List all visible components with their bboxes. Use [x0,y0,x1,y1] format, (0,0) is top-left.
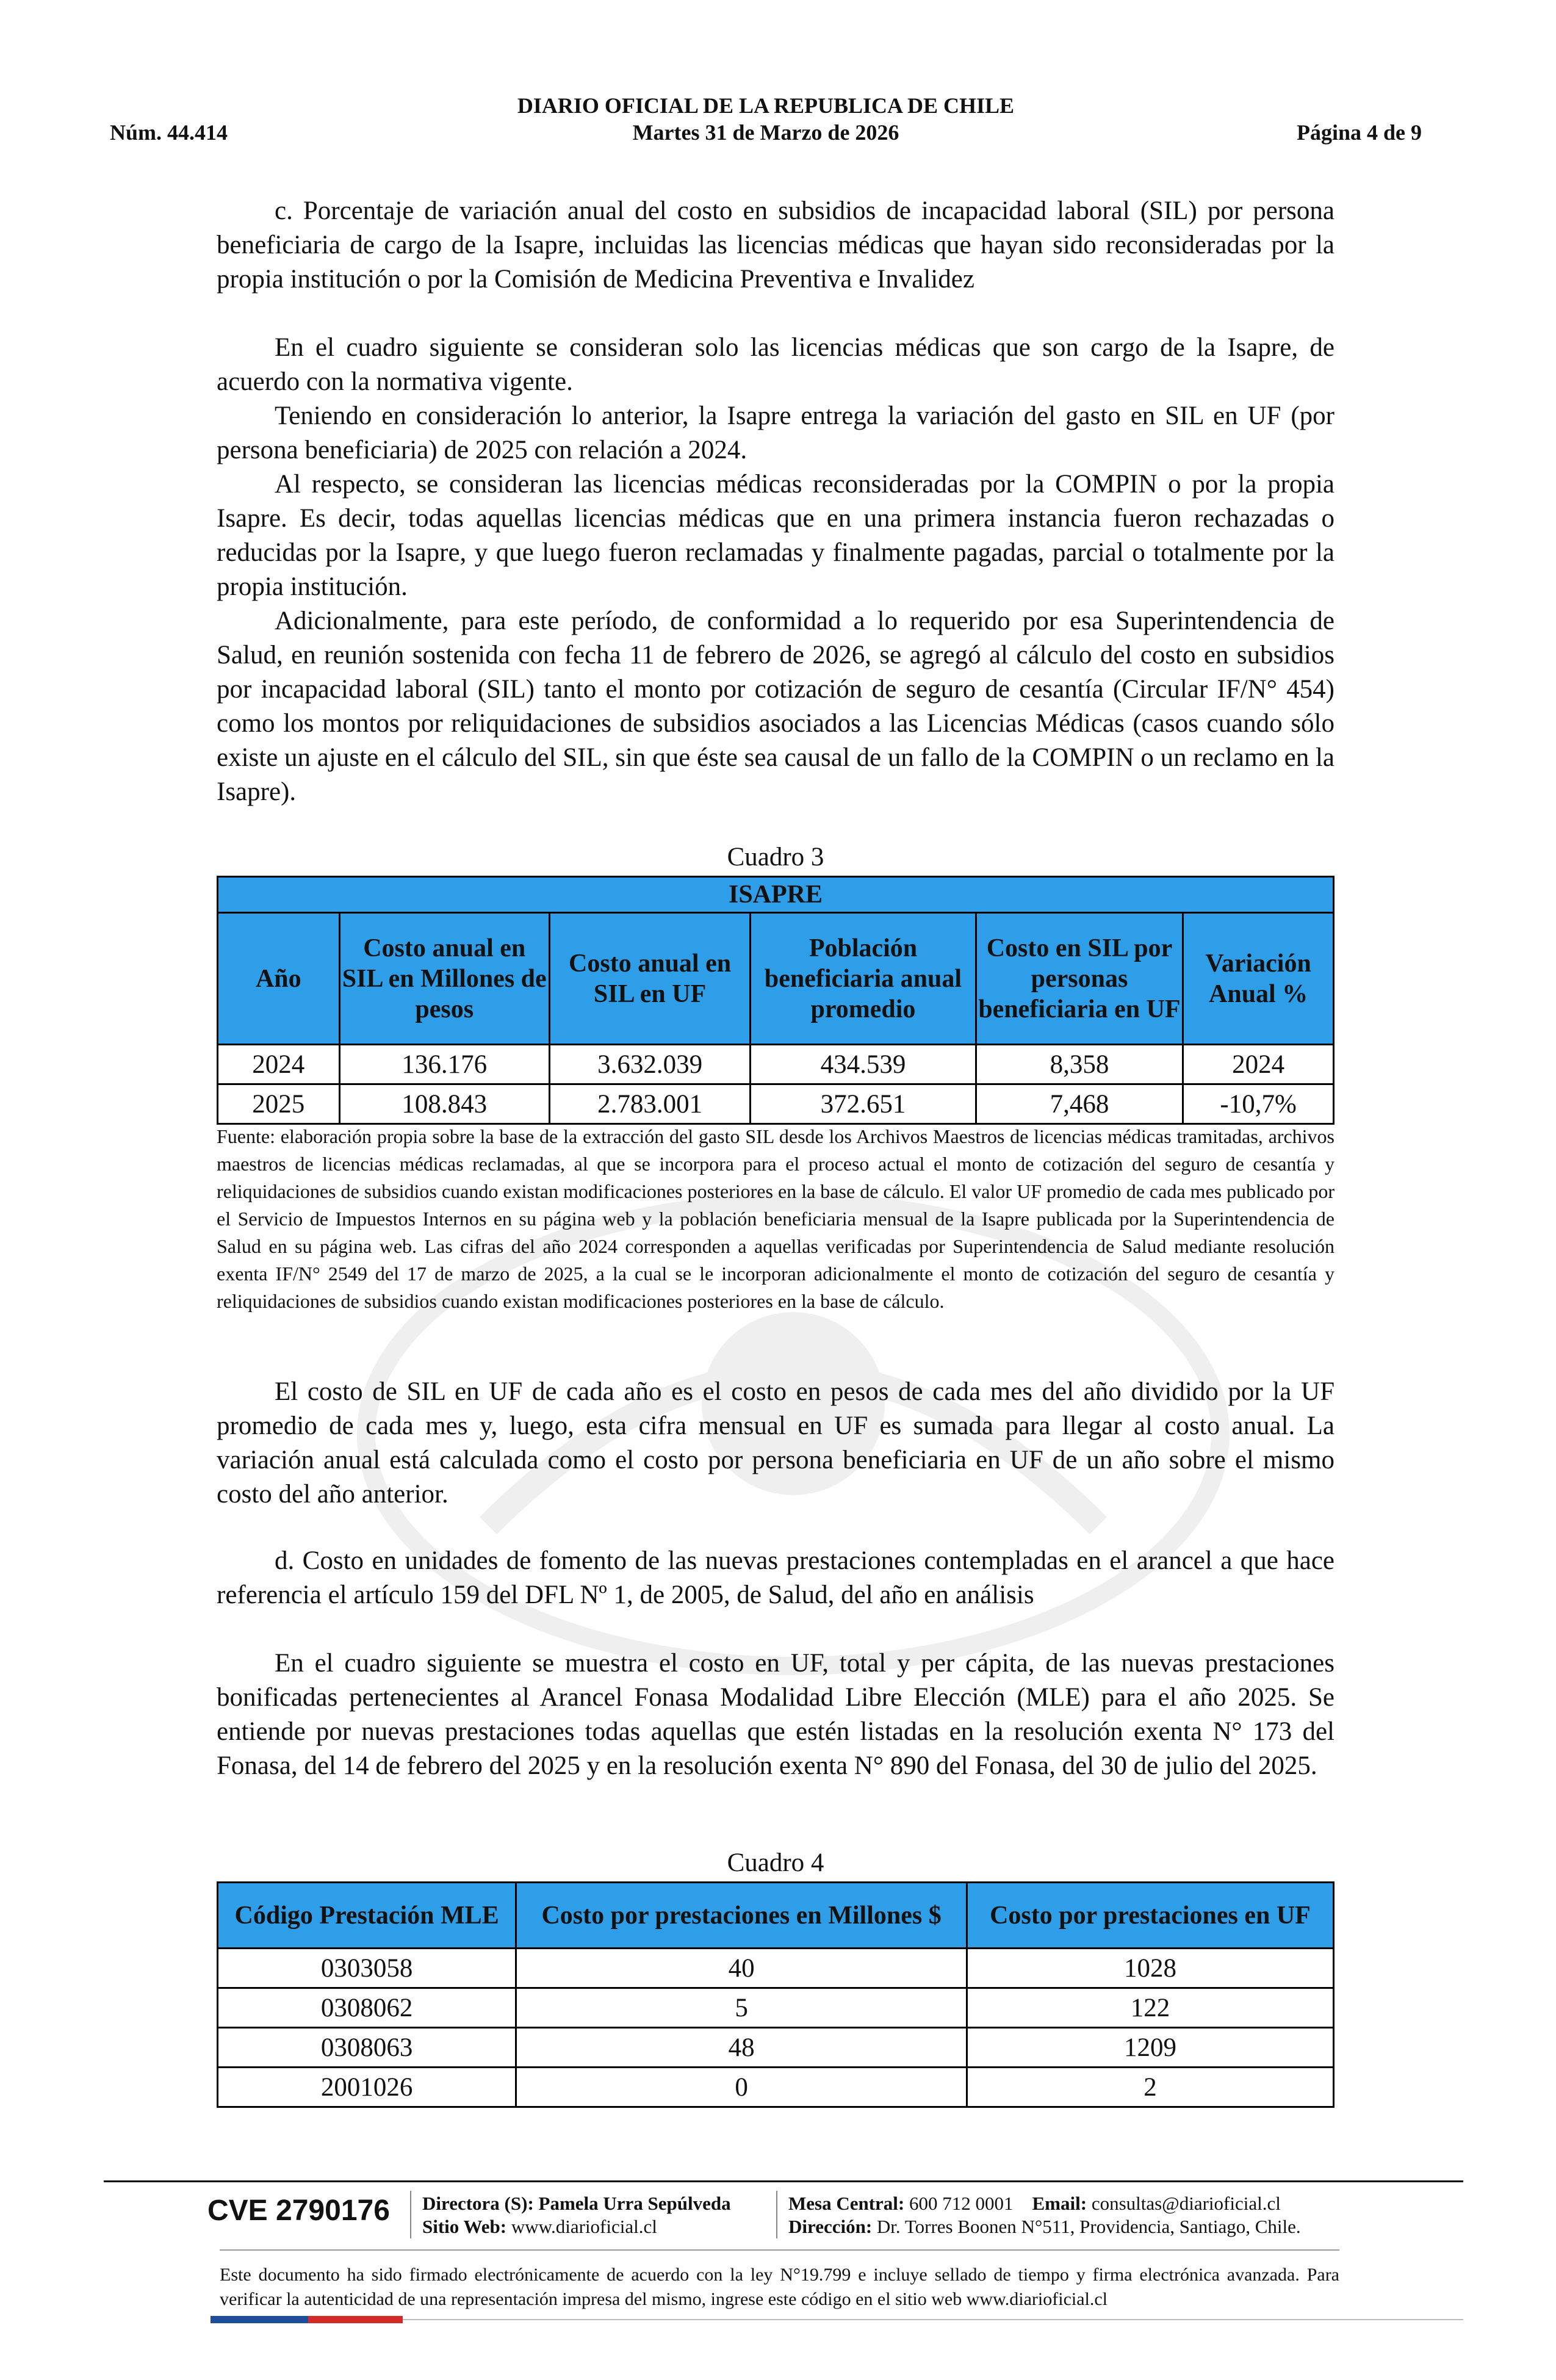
table-cell: 8,358 [976,1045,1183,1084]
website-link[interactable]: www.diarioficial.cl [511,2216,657,2237]
footer-thin-divider [220,2249,1339,2251]
table-group-header: ISAPRE [218,877,1334,913]
signature-notice: Este documento ha sido firmado electrónicamente de acuerdo con la ley N°19.799 e incluye sellado de tiempo y firma electrónica avanzada. Para verificar la autenticidad de una representación impresa del mismo, ingrese este código en el sitio web www.diarioficial.cl [220,2265,1339,2309]
section-c-paragraph: Adicionalmente, para este período, de conformidad a lo requerido por esa Superintendencia de Salud, en reunión sostenida con fecha 11 de febrero de 2026, se agregó al cálculo del costo en subsidios por incapacidad laboral (SIL) tanto el monto por cotización de seguro de cesantía (Circular IF/N° 454) como los montos por reliquidaciones de subsidios asociados a las Licencias Médicas (casos cuando sólo existe un ajuste en el cálculo del SIL, sin que éste sea causal de un fallo de la COMPIN o un reclamo en la Isapre). [217,607,1334,806]
footer-director-block [422,2192,731,2238]
table-cell: 40 [516,1949,967,1988]
table-cell: 2001026 [218,2068,516,2107]
table-cell: 2025 [218,1084,340,1124]
table-row [218,2028,1334,2068]
table-cell: 2.783.001 [549,1084,750,1124]
flag-stripe-red [308,2316,403,2323]
table-cell: 3.632.039 [549,1045,750,1084]
table-cell: 0 [516,2068,967,2107]
cuadro-3-caption: Cuadro 3 [727,843,824,871]
table-cell: 434.539 [751,1045,976,1084]
table-cell: 5 [516,1988,967,2028]
table-cell: 2024 [218,1045,340,1084]
section-c [217,194,1334,809]
newspaper-title: DIARIO OFICIAL DE LA REPUBLICA DE CHILE [517,93,1015,118]
section-d [217,1544,1334,1783]
table-cell: -10,7% [1183,1084,1334,1124]
email-link[interactable]: consultas@diarioficial.cl [1091,2193,1281,2214]
cuadro-3-source-note: Fuente: elaboración propia sobre la base de la extracción del gasto SIL desde los Archivos Maestros de licencias médicas tramitadas, archivos maestros de licencias médicas reclamadas, al que se incorpora para el proceso actual el monto de cotización del seguro de cesantía y reliquidaciones de subsidios cuando existan modificaciones posteriores en la base de cálculo. El valor UF promedio de cada mes publicado por el Servicio de Impuestos Internos en su página web y la población beneficiaria mensual de la Isapre publicada por la Superintendencia de Salud en su página web. Las cifras del año 2024 corresponden a aquellas verificadas por Superintendencia de Salud mediante resolución exenta IF/N° 2549 del 17 de marzo de 2025, a la cual se le incorporan adicionalmente el monto de cotización del seguro de cesantía y reliquidaciones de subsidios cuando existan modificaciones posteriores en la base de cálculo. [217,1125,1334,1312]
address-value: Dr. Torres Boonen N°511, Providencia, Santiago, Chile. [876,2216,1301,2237]
footer-divider [104,2180,1463,2182]
header-bar [110,120,1422,145]
column-header: Costo anual en SIL en Millones de pesos [339,913,549,1045]
table-row [218,1949,1334,1988]
table-cell: 0303058 [218,1949,516,1988]
column-header: Costo anual en SIL en UF [549,913,750,1045]
director-name: Pamela Urra Sepúlveda [538,2193,731,2214]
table-cell: 122 [967,1988,1333,2028]
table-cell: 48 [516,2028,967,2068]
table-cell: 2 [967,2068,1333,2107]
column-header: Costo en SIL por personas beneficiaria en UF [976,913,1183,1045]
footer-contact-block [788,2192,1301,2238]
column-header: Código Prestación MLE [218,1883,516,1949]
director-label: Directora (S): [422,2193,534,2214]
address-label: Dirección: [788,2216,873,2237]
email-label: Email: [1032,2193,1087,2214]
table-row [218,1988,1334,2028]
mesa-label: Mesa Central: [788,2193,905,2214]
table-row [218,1084,1334,1124]
footer-separator [410,2191,411,2238]
section-d-heading: d. Costo en unidades de fomento de las nuevas prestaciones contempladas en el arancel a que hace referencia el artículo 159 del DFL Nº 1, de 2005, de Salud, del año en análisis [217,1546,1334,1609]
cuadro-3-table [217,876,1334,1125]
section-c-paragraph: Al respecto, se consideran las licencias médicas reconsideradas por la COMPIN o por la propia Isapre. Es decir, todas aquellas licencias médicas que en una primera instancia fueron rechazadas o reducidas por la Isapre, y que luego fueron reclamadas y finalmente pagadas, parcial o totalmente por la propia institución. [217,470,1334,601]
table-cell: 1028 [967,1949,1333,1988]
table-cell: 7,468 [976,1084,1183,1124]
footer-separator [776,2191,777,2238]
flag-stripe-blue [211,2316,308,2323]
table-cell: 136.176 [339,1045,549,1084]
cuadro-4-caption: Cuadro 4 [727,1848,824,1877]
table-cell: 372.651 [751,1084,976,1124]
table-cell: 0308062 [218,1988,516,2028]
table-cell: 1209 [967,2028,1333,2068]
table-row [218,1045,1334,1084]
column-header: Población beneficiaria anual promedio [751,913,976,1045]
page-number: Página 4 de 9 [1296,120,1422,145]
section-c-heading: c. Porcentaje de variación anual del costo en subsidios de incapacidad laboral (SIL) por persona beneficiaria de cargo de la Isapre, incluidas las licencias médicas que hayan sido reconsideradas por la propia institución o por la Comisión de Medicina Preventiva e Invalidez [217,197,1334,294]
table-cell: 108.843 [339,1084,549,1124]
issue-number: Núm. 44.414 [110,120,228,145]
table-row [218,2068,1334,2107]
table-cell: 2024 [1183,1045,1334,1084]
section-c-paragraph: Teniendo en consideración lo anterior, la Isapre entrega la variación del gasto en SIL en UF (por persona beneficiaria) de 2025 con relación a 2024. [217,402,1334,464]
column-header: Costo por prestaciones en UF [967,1883,1333,1949]
table-cell: 0308063 [218,2028,516,2068]
section-c-paragraph: En el cuadro siguiente se consideran solo las licencias médicas que son cargo de la Isapre, de acuerdo con la normativa vigente. [217,333,1334,396]
section-c-explanation [217,1375,1334,1512]
mesa-value: 600 712 0001 [909,2193,1014,2214]
column-header: Costo por prestaciones en Millones $ [516,1883,967,1949]
cve-code: CVE 2790176 [207,2194,390,2227]
column-header: Año [218,913,340,1045]
explanation-paragraph: El costo de SIL en UF de cada año es el costo en pesos de cada mes del año dividido por la UF promedio de cada mes y, luego, esta cifra mensual en UF es sumada para llegar al costo anual. La variación anual está calculada como el costo por persona beneficiaria en UF de un año sobre el mismo costo del año anterior. [217,1377,1334,1509]
column-header: Variación Anual % [1183,913,1334,1045]
footer-bottom-line [403,2319,1463,2320]
section-d-paragraph: En el cuadro siguiente se muestra el costo en UF, total y per cápita, de las nuevas prestaciones bonificadas pertenecientes al Arancel Fonasa Modalidad Libre Elección (MLE) para el año 2025. Se entiende por nuevas prestaciones todas aquellas que estén listadas en la resolución exenta N° 173 del Fonasa, del 14 de febrero del 2025 y en la resolución exenta N° 890 del Fonasa, del 30 de julio del 2025. [217,1649,1334,1780]
website-label: Sitio Web: [422,2216,507,2237]
issue-date: Martes 31 de Marzo de 2026 [632,120,899,145]
cuadro-4-table [217,1881,1334,2108]
